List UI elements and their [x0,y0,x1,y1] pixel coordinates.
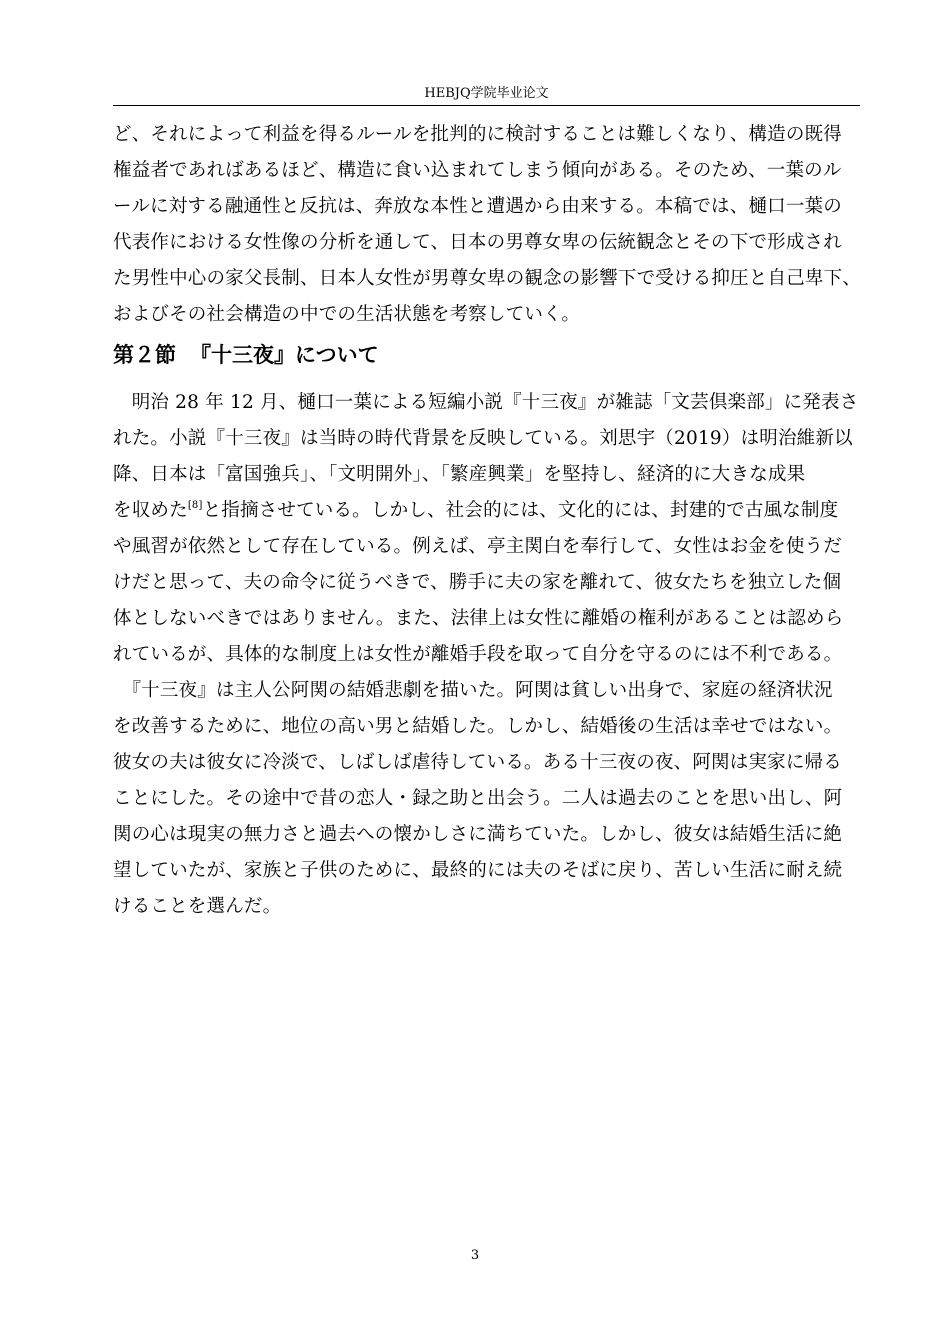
section-heading [113,340,379,370]
intro-line-2: 権益者であればあるほど、構造に食い込まれてしまう傾向がある。そのため、一葉のル [113,160,842,181]
page-number: 3 [470,1248,480,1263]
p1-line-4 [113,498,873,524]
section-title: 『十三夜』について [190,342,379,367]
section-number: 第２節 [113,342,176,367]
p2-line-5: 関の心は現実の無力さと過去への懐かしさに満ちていた。しかし、彼女は結婚生活に絶 [113,824,843,845]
p1-line-2: れた。小説『十三夜』は当時の時代背景を反映している。刘思宇（2019）は明治維新以 [113,428,853,449]
p1-line-5: や風習が依然として存在している。例えば、亭主関白を奉行して、女性はお金を使うだ [113,536,842,557]
p1-line-4-start: を収めた [113,500,188,521]
p1-line-1: 明治 28 年 12 月、樋口一葉による短編小説『十三夜』が雑誌「文芸倶楽部」に発表さ [113,392,859,413]
p1-line-8: れているが、具体的な制度上は女性が離婚手段を取って自分を守るのには不利である。 [113,644,843,665]
intro-line-1: ど、それによって利益を得るルールを批判的に検討することは難しくなり、構造の既得 [113,124,842,145]
p2-line-7: けることを選んだ。 [113,896,282,917]
p1-line-4-end: と指摘させている。しかし、社会的には、文化的には、封建的で古風な制度 [202,500,839,521]
p2-line-4: ことにした。その途中で昔の恋人・録之助と出会う。二人は過去のことを思い出し、阿 [113,788,843,809]
intro-line-5: た男性中心の家父長制、日本人女性が男尊女卑の観念の影響下で受ける抑圧と自己卑下、 [113,268,862,289]
p2-line-1: 『十三夜』は主人公阿関の結婚悲劇を描いた。阿関は貧しい出身で、家庭の経済状況 [113,680,833,701]
header-divider [113,105,860,106]
citation-ref[interactable]: [8] [187,500,203,511]
p1-line-3: 降、日本は「富国強兵」、「文明開外」、「繁産興業」を堅持し、経済的に大きな成果 [113,464,806,485]
p1-line-7: 体としないべきではありません。また、法律上は女性に離婚の権利があることは認めら [113,608,844,629]
p2-line-3: 彼女の夫は彼女に冷淡で、しばしば虐待している。ある十三夜の夜、阿関は実家に帰る [113,752,842,773]
intro-line-4: 代表作における女性像の分析を通して、日本の男尊女卑の伝統観念とその下で形成され [113,232,842,253]
p2-line-2: を改善するために、地位の高い男と結婚した。しかし、結婚後の生活は幸せではない。 [113,716,843,737]
page-header: HEBJQ学院毕业论文 [424,86,549,101]
p1-line-6: けだと思って、夫の命令に従うべきで、勝手に夫の家を離れて、彼女たちを独立した個 [113,572,842,593]
intro-line-3: ールに対する融通性と反抗は、奔放な本性と遭遇から由来する。本稿では、樋口一葉の [113,196,842,217]
p2-line-6: 望していたが、家族と子供のために、最終的には夫のそばに戻り、苦しい生活に耐え続 [113,860,843,881]
intro-line-6: およびその社会構造の中での生活状態を考察していく。 [113,304,581,325]
